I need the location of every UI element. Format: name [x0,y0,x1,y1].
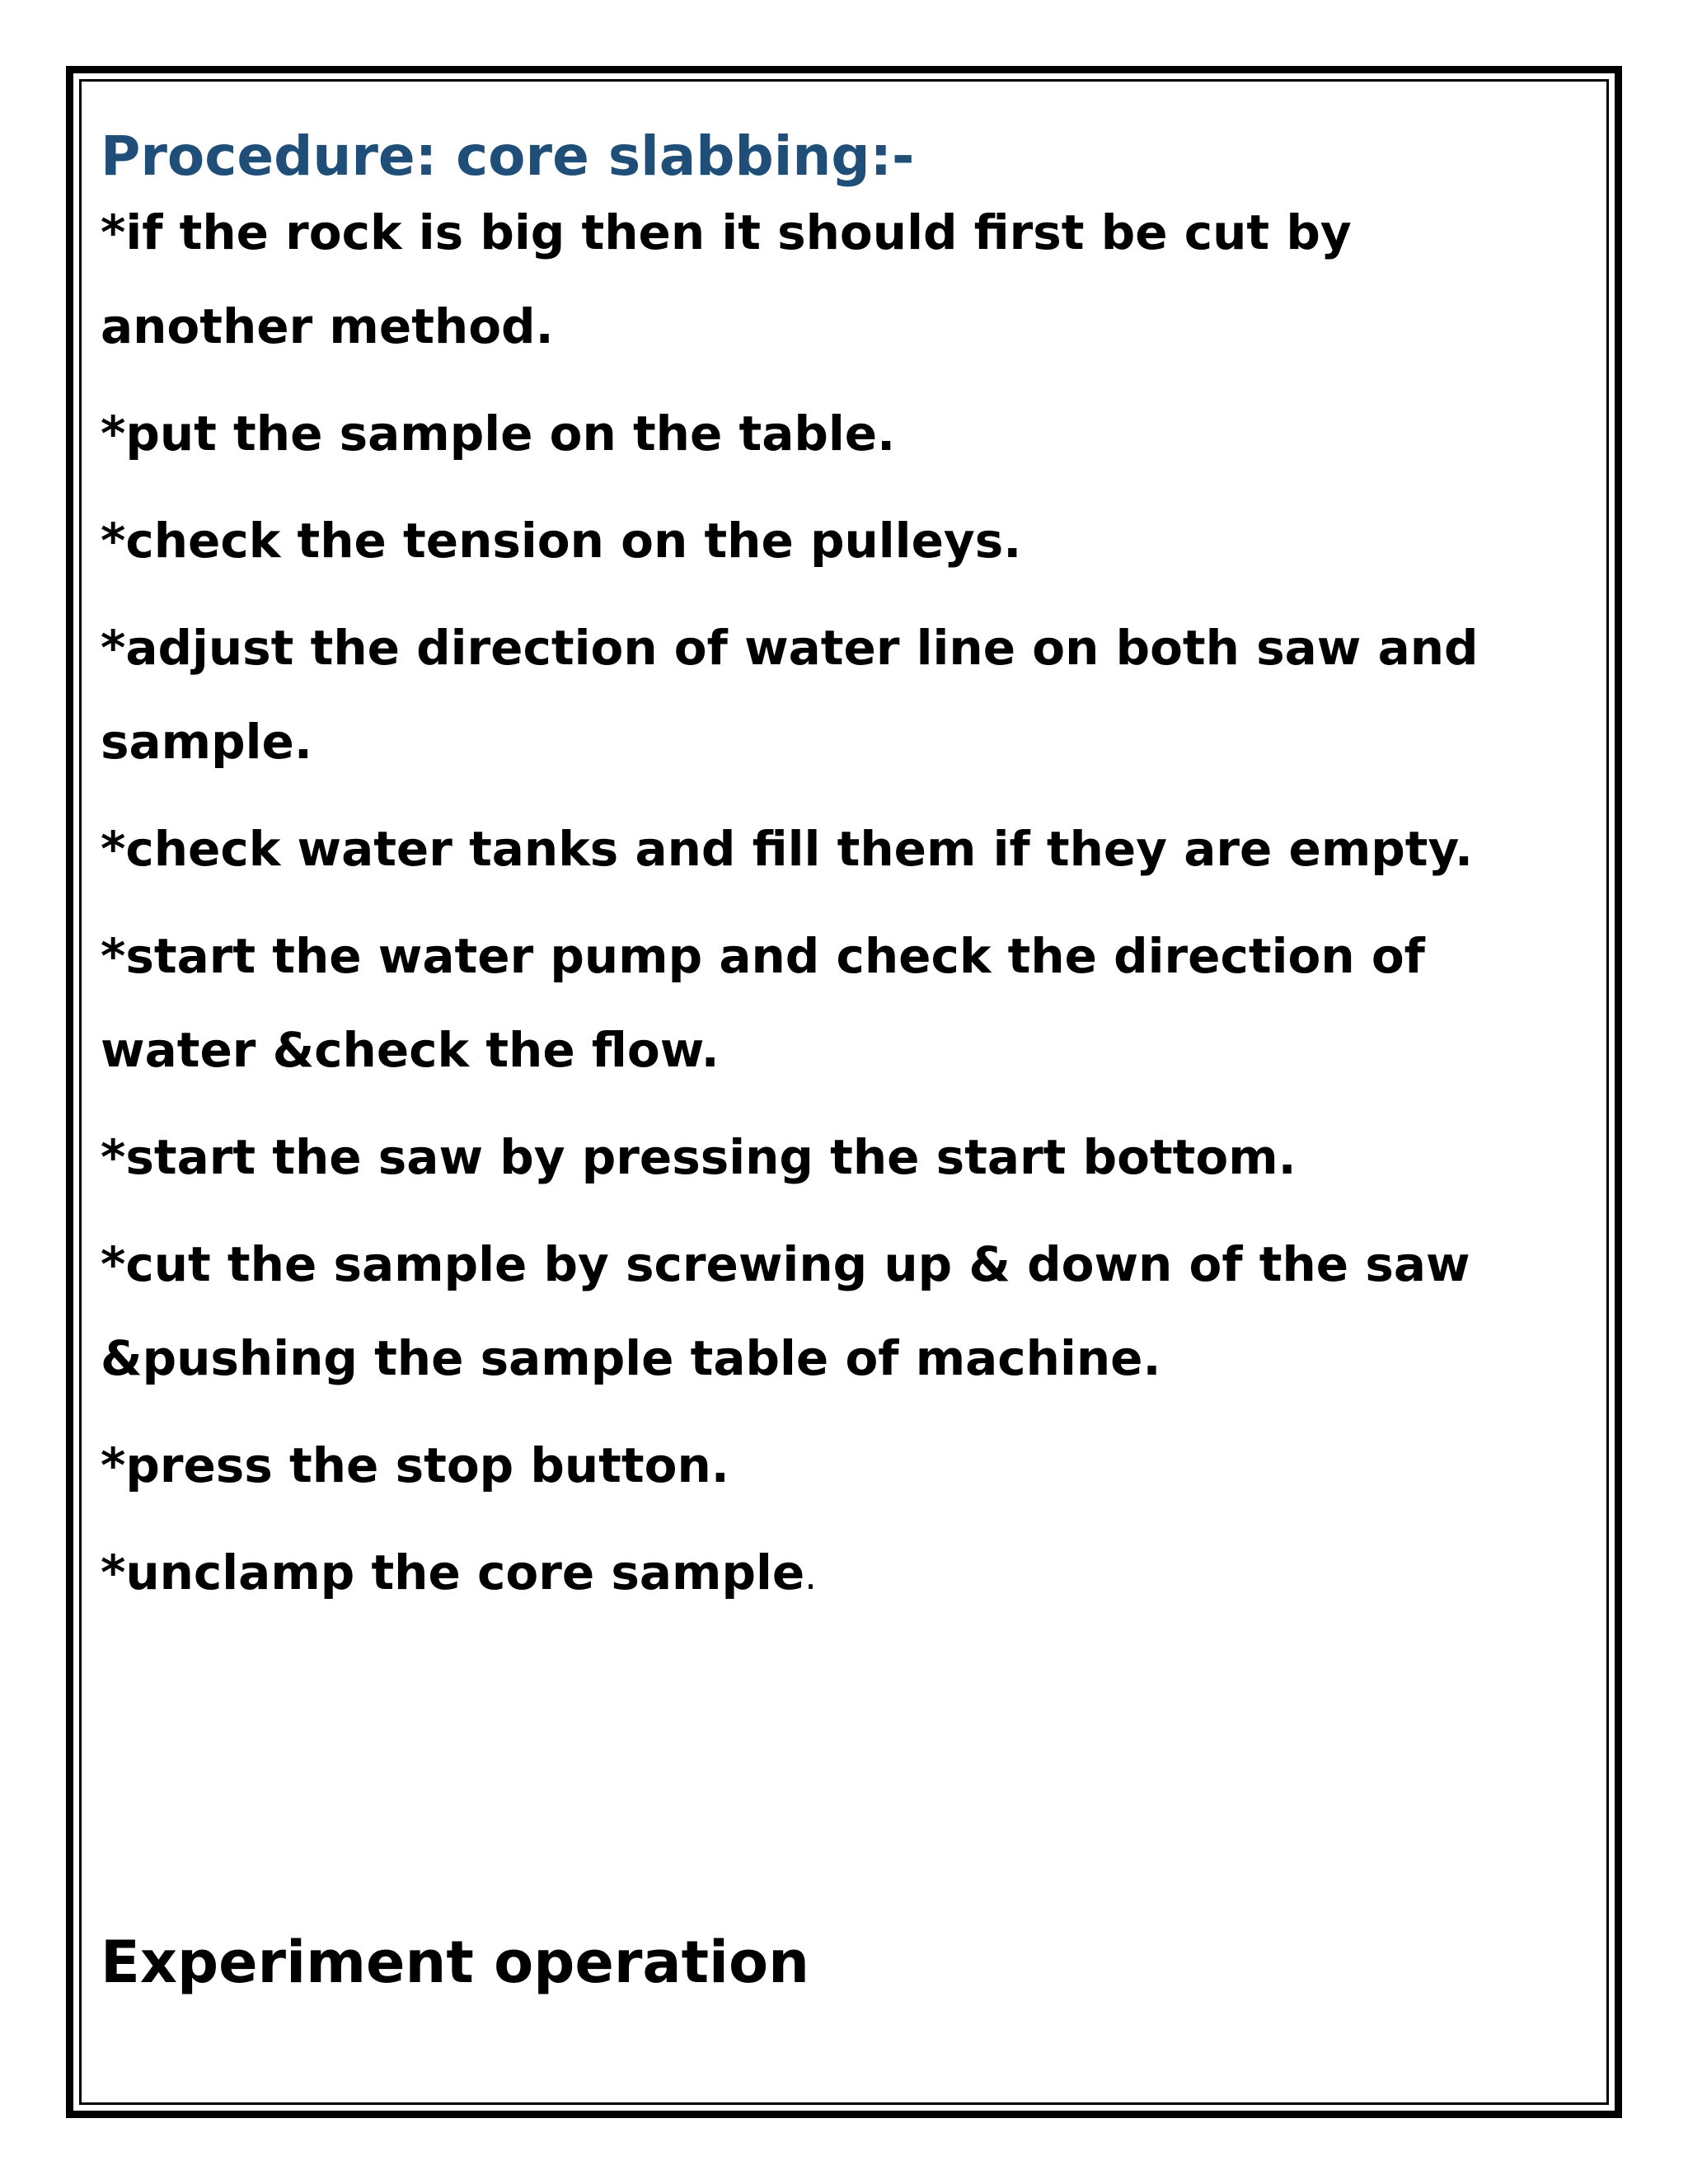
procedure-step-10-text: *unclamp the core sample [101,1544,805,1601]
procedure-step-10 [101,1526,1568,1623]
procedure-step-3: *check the tension on the pulleys. [101,513,1022,569]
procedure-step-6: *start the water pump and check the direction of water &check the flow. [101,928,1425,1079]
section-heading: Experiment operation [101,1929,809,1996]
procedure-step-10-period: . [804,1554,817,1599]
procedure-step-2: *put the sample on the table. [101,405,896,462]
procedure-step-4: *adjust the direction of water line on both saw and sample. [101,620,1479,771]
procedure-step-8: *cut the sample by screwing up & down of the saw &pushing the sample table of machine. [101,1236,1470,1387]
procedure-step-1: *if the rock is big then it should first be cut by another method. [101,204,1352,355]
procedure-step-9: *press the stop button. [101,1437,729,1494]
procedure-step-5: *check water tanks and fill them if they are empty. [101,821,1474,878]
procedure-title: Procedure: core slabbing:- [101,124,915,188]
procedure-step-7: *start the saw by pressing the start bottom. [101,1129,1296,1186]
document-body [101,124,1568,1646]
